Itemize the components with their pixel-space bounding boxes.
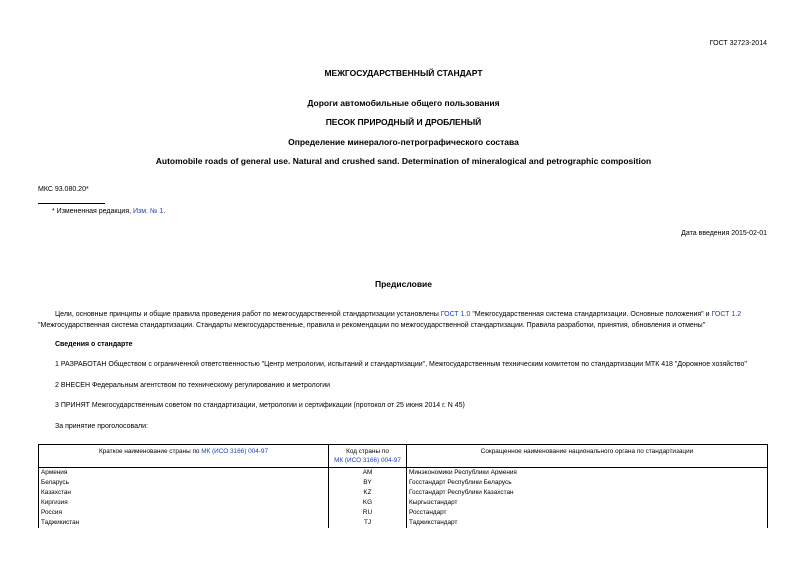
mk-iso-link-2[interactable]: МК (ИСО 3166) 004-97 [334, 457, 401, 464]
table-row [39, 468, 768, 479]
item-developed: 1 РАЗРАБОТАН Обществом с ограниченной ответственностью "Центр метрологии, испытаний и стандартизации", Межгосударственным техническим комитетом по стандартизации МТК 418 "Дорожное хозяйство" [55, 361, 747, 368]
cell-standards-body: Таджикстандарт [407, 518, 768, 528]
cell-code: KZ [329, 488, 407, 498]
cell-code: KG [329, 498, 407, 508]
cell-standards-body: Госстандарт Республики Казахстан [407, 488, 768, 498]
cell-country: Киргизия [39, 498, 329, 508]
cell-country: Беларусь [39, 478, 329, 488]
col-code-text: Код страны по [346, 448, 389, 455]
col-code-header [329, 445, 407, 468]
mks-code: МКС 93.080.20* [38, 186, 89, 193]
footnote-divider [38, 203, 105, 204]
cell-code: RU [329, 508, 407, 518]
cell-country: Казахстан [39, 488, 329, 498]
introduction-date: Дата введения 2015-02-01 [681, 230, 767, 237]
col-country-header [39, 445, 329, 468]
cell-code: AM [329, 468, 407, 479]
voted-label: За принятие проголосовали: [55, 423, 148, 430]
p1-text-c: "Межгосударственная система стандартизации. Стандарты межгосударственные, правила и рекомендации по межгосударственной стандартизации. Правила разработки, принятия, обновления и отмены" [38, 321, 706, 329]
gost-1-2-link[interactable]: ГОСТ 1.2 [711, 311, 742, 318]
doc-number: ГОСТ 32723-2014 [709, 40, 767, 47]
cell-country: Армения [39, 468, 329, 479]
cell-country: Таджикистан [39, 518, 329, 528]
english-title: Automobile roads of general use. Natural and crushed sand. Determination of mineralogical and petrographic composition [155, 156, 652, 166]
sand-title: ПЕСОК ПРИРОДНЫЙ И ДРОБЛЕНЫЙ [325, 117, 482, 127]
footnote-end: . [163, 208, 166, 215]
footnote [52, 208, 165, 215]
cell-standards-body: Росстандарт [407, 508, 768, 518]
p1-text-a: Цели, основные принципы и общие правила проведения работ по межгосударственной стандартизации установлены [55, 311, 441, 318]
cell-country: Россия [39, 508, 329, 518]
table-row [39, 498, 768, 508]
roads-title: Дороги автомобильные общего пользования [307, 98, 500, 108]
footnote-text: * Измененная редакция, [52, 208, 134, 215]
cell-code: TJ [329, 518, 407, 528]
amendment-link[interactable]: Изм. № 1 [133, 208, 164, 215]
item-submitted: 2 ВНЕСЕН Федеральным агентством по техническому регулированию и метрологии [55, 382, 331, 389]
cell-standards-body: Минэкономики Республики Армения [407, 468, 768, 479]
cell-standards-body: Кыргызстандарт [407, 498, 768, 508]
info-heading: Сведения о стандарте [55, 341, 133, 348]
table-row [39, 488, 768, 498]
interstate-standard-title: МЕЖГОСУДАРСТВЕННЫЙ СТАНДАРТ [324, 68, 483, 78]
cell-standards-body: Госстандарт Республики Беларусь [407, 478, 768, 488]
voting-states-table [38, 444, 768, 528]
table-header-row [39, 445, 768, 468]
p1-text-b: "Межгосударственная система стандартизации. Основные положения" и [470, 311, 712, 318]
col-country-text: Краткое наименование страны по [98, 448, 202, 455]
cell-code: BY [329, 478, 407, 488]
gost-1-0-link[interactable]: ГОСТ 1.0 [440, 311, 471, 318]
foreword-paragraph [38, 310, 768, 331]
mk-iso-link-1[interactable]: МК (ИСО 3166) 004-97 [201, 448, 269, 455]
table-row [39, 518, 768, 528]
col-body-header: Сокращенное наименование национального органа по стандартизации [407, 445, 768, 468]
table-row [39, 508, 768, 518]
item-adopted: 3 ПРИНЯТ Межгосударственным советом по стандартизации, метрологии и сертификации (протокол от 25 июня 2014 г. N 45) [55, 402, 465, 409]
table-row [39, 478, 768, 488]
foreword-heading: Предисловие [374, 279, 433, 289]
determination-title: Определение минералого-петрографического состава [288, 137, 519, 147]
